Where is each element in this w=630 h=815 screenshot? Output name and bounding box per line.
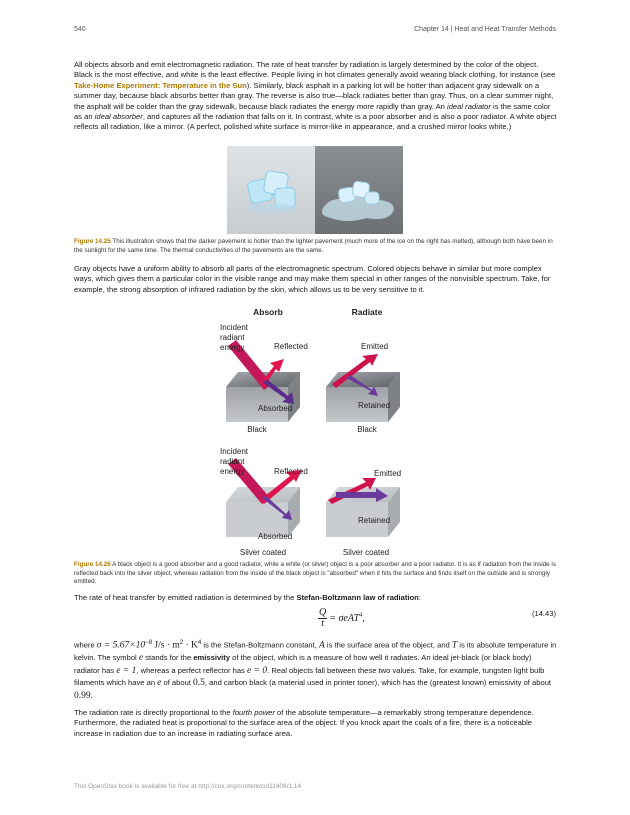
stefan-boltzmann-equation: $\frac{Q}{t}$ = σeAT$^4$, (14.43) xyxy=(319,607,556,629)
q-over-t: $\frac{Q}{t}$ xyxy=(319,607,327,629)
radiate-heading: Radiate xyxy=(351,307,383,317)
emitted-label-1: Emitted xyxy=(361,342,389,351)
silver-radiate-box xyxy=(326,478,400,537)
figure-14-26-caption: Figure 14.26 A black object is a good absorber and a good radiator, while a white (or silver) object is a poor absorber and a poor radiator. It is as if radiation from the inside is reflected back into the silver object, whereas radiation from the inside of the black object is "absorbed" when it hits the surface and finds itself on the outside and is strongly emitted. xyxy=(74,561,556,586)
ice-on-pavement-photo xyxy=(227,146,403,234)
incident-label-6: energy xyxy=(220,467,245,476)
retained-label-1: Retained xyxy=(358,401,391,410)
black-label-2: Black xyxy=(357,425,377,434)
black-label-1: Black xyxy=(247,425,267,434)
reflected-label-1: Reflected xyxy=(274,342,308,351)
silver-label-1: Silver coated xyxy=(239,548,287,557)
chapter-title: Chapter 14 | Heat and Heat Transfer Methods xyxy=(414,26,556,33)
absorb-radiate-diagram xyxy=(216,304,416,559)
figure-14-25-caption: Figure 14.25 This illustration shows that the darker pavement is hotter than the lighter pavement (much more of the ice on the right has melted), although both have been in the sunlight for the same time. The thermal conductivities of the pavements are the same. xyxy=(74,238,553,254)
final-paragraph: The radiation rate is directly proportional to the fourth power of the absolute temperature—a remarkably strong temperature dependence. Furthermore, the radiated heat is proportional to the surface area of the object. If you knock apart the coals of a fire, there is a noticeable increase in radiation due to an increase in radiating surface area. xyxy=(74,708,534,738)
intro-paragraph: All objects absorb and emit electromagnetic radiation. The rate of heat transfer by radiation is largely determined by the color of the object. Black is the most effective, and white is the least effective. People living in hot climates generally avoid wearing black clothing, for instance (see Take-Home Experiment: Temperature in the Sun). Similarly, black asphalt in a parking lot will be hotter than adjacent gray sidewalk on a summer day, because black absorbs better than gray. The reverse is also true—black radiates better than gray. Thus, on a clear summer night, the asphalt will be colder than the gray sidewalk, because black radiates the energy more rapidly than gray. An ideal radiator is the same color as an ideal absorber, and captures all the radiation that falls on it. In contrast, white is a poor absorber and is also a poor radiator. A white object reflects all radiation, like a mirror. (A perfect, polished white surface is mirror-like in appearance, and a crushed mirror looks white.) xyxy=(74,60,557,132)
stefan-intro: The rate of heat transfer by emitted radiation is determined by the Stefan-Boltzmann law of radiation: xyxy=(74,593,421,602)
absorbed-label-2: Absorbed xyxy=(258,532,293,541)
incident-label-3: energy xyxy=(220,343,245,352)
black-radiate-box xyxy=(326,354,400,422)
incident-label-5: radiant xyxy=(220,457,245,466)
page-footer: This OpenStax book is available for free at http://cnx.org/content/col11406/1.14 xyxy=(74,783,302,790)
emitted-label-2: Emitted xyxy=(374,469,402,478)
absorbed-label-1: Absorbed xyxy=(258,404,293,413)
silver-label-2: Silver coated xyxy=(342,548,390,557)
incident-label-1: Incident xyxy=(220,323,249,332)
page-number: 540 xyxy=(74,26,86,33)
incident-label-4: Incident xyxy=(220,447,249,456)
retained-label-2: Retained xyxy=(358,516,391,525)
equation-number: (14.43) xyxy=(531,609,556,618)
gray-objects-paragraph: Gray objects have a uniform ability to absorb all parts of the electromagnetic spectrum. Colored objects behave in similar but more complex ways, which gives them a particular color in the visible range and may make them special in other ranges of the nonvisible spectrum. Take, for example, the strong absorption of infrared radiation by the skin, which allows us to be very sensitive to it. xyxy=(74,264,551,294)
absorb-heading: Absorb xyxy=(253,307,283,317)
reflected-label-2: Reflected xyxy=(274,467,308,476)
definitions-paragraph: where $\sigma = 5.67\times 10^{-8}$ $J/s \cdot m^2 \cdot K^4$ is the Stefan-Boltzmann constant, A is the surface area of the object, and T is its absolute temperature in kelvin. The symbol e stands for the emissivity of the object, which is a measure of how well it radiates. An ideal jet-black (or black body) radiator has e = 1, whereas a perfect reflector has e = 0. Real objects fall between these two values. Take, for example, tungsten light bulb filaments which have an e of about 0.5, and carbon black (a material used in printer toner), which has the (greatest known) emissivity of about 0.99. xyxy=(74,640,557,701)
incident-label-2: radiant xyxy=(220,333,245,342)
take-home-experiment-link[interactable]: Take-Home Experiment: Temperature in the Sun xyxy=(74,80,247,90)
